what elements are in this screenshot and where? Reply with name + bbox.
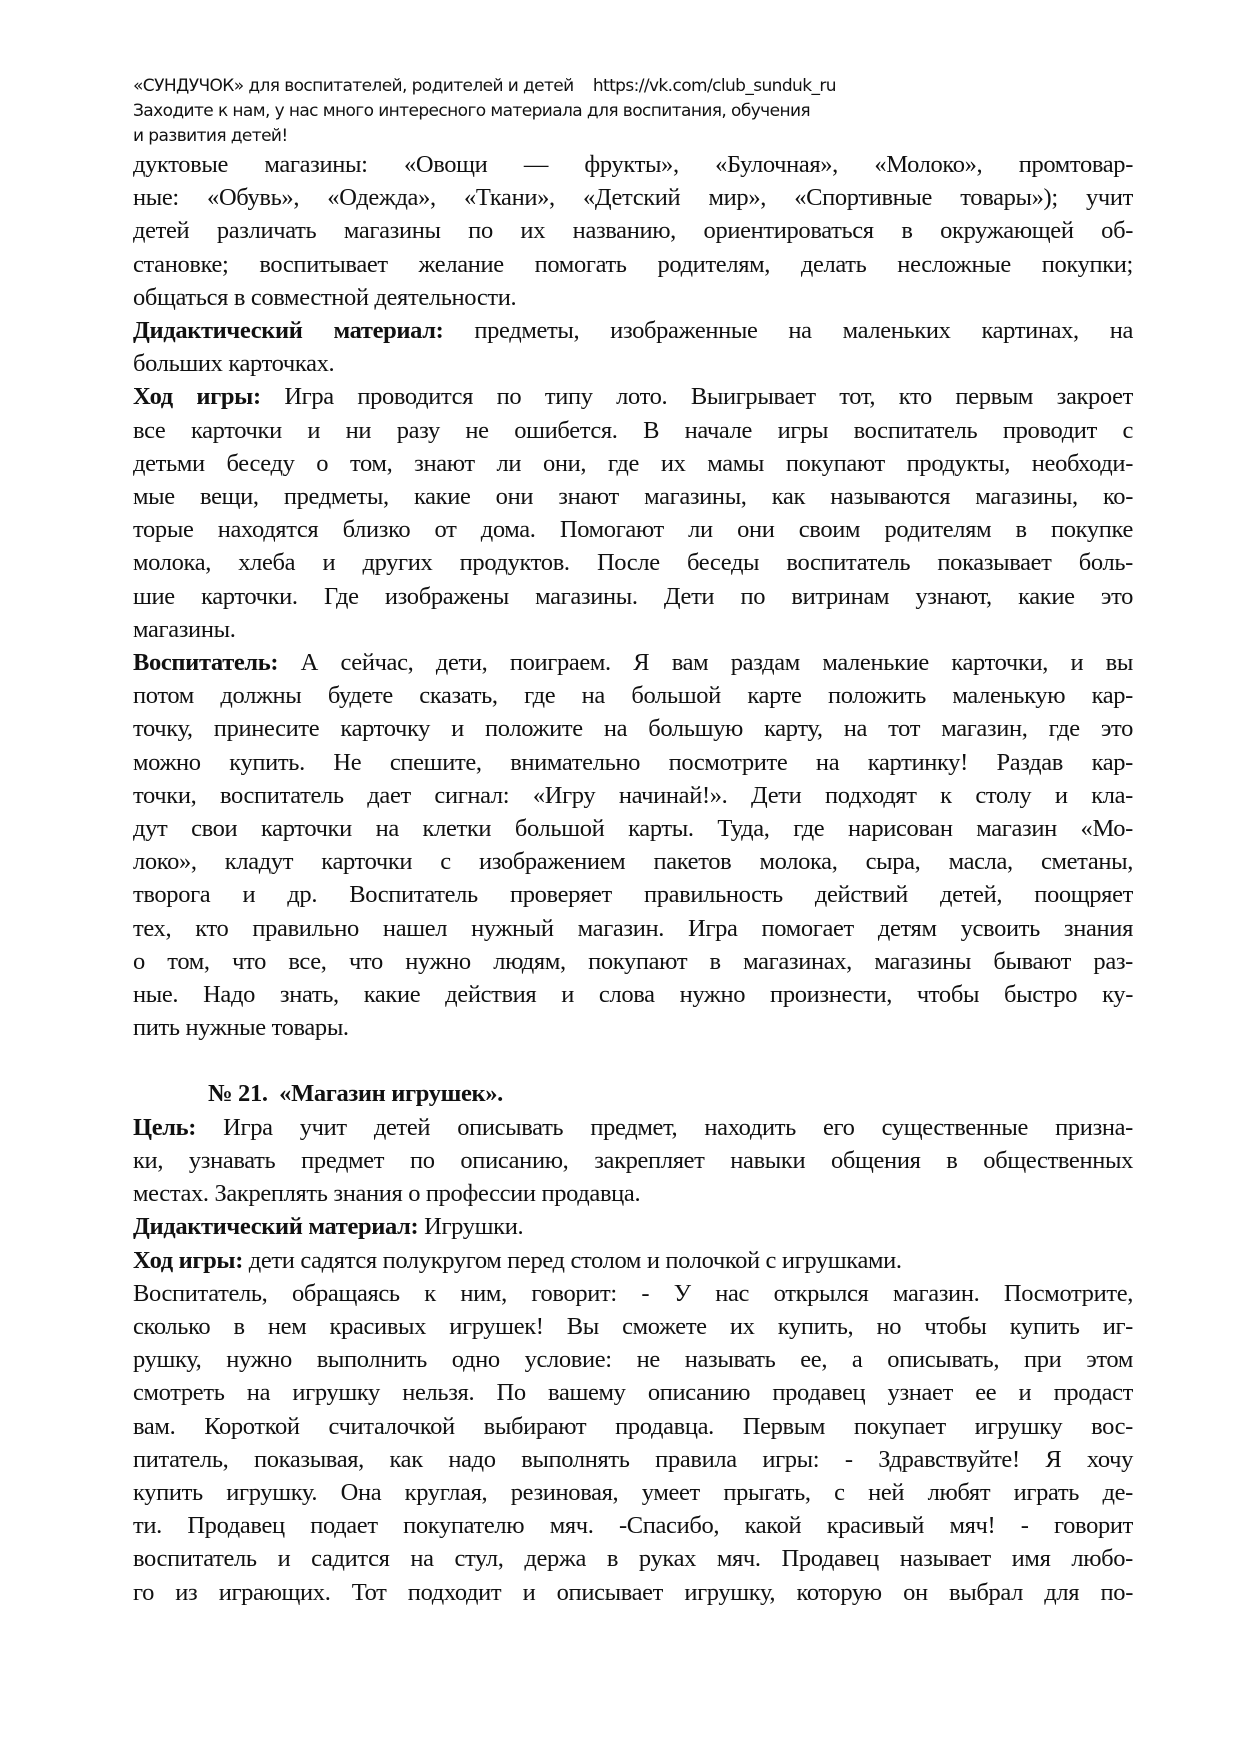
text-line: ки, узнавать предмет по описанию, закрепляет навыки общения в общественных — [133, 1146, 1133, 1174]
text-line: смотреть на игрушку нельзя. По вашему описанию продавец узнает ее и продаст — [133, 1379, 1133, 1407]
text-line: потом должны будете сказать, где на большой карте положить маленькую кар- — [133, 682, 1133, 710]
text-line: можно купить. Не спешите, внимательно посмотрите на картинку! Раздав кар- — [133, 748, 1133, 776]
text-line: детей различать магазины по их названию, ориентироваться в окружающей об- — [133, 217, 1133, 245]
material-label: Дидактический материал: — [133, 1213, 419, 1241]
text-line: шие карточки. Где изображены магазины. Дети по витринам узнают, какие это — [133, 582, 1133, 610]
course-paragraph-21 — [133, 1244, 1133, 1609]
document-body — [133, 148, 1133, 1609]
text-line: А сейчас, дети, поиграем. Я вам раздам маленькие карточки, и вы — [278, 649, 1133, 677]
text-line: больших карточках. — [133, 350, 335, 378]
course-label: Ход игры: — [133, 383, 261, 411]
text-line: точки, воспитатель дает сигнал: «Игру начинай!». Дети подходят к столу и кла- — [133, 781, 1133, 809]
text-line: становке; воспитывает желание помогать родителям, делать несложные покупки; — [133, 250, 1133, 278]
teacher-label: Воспитатель: — [133, 649, 279, 677]
text-line: ти. Продавец подает покупателю мяч. -Спасибо, какой красивый мяч! - говорит — [133, 1512, 1133, 1540]
material-label: Дидактический материал: — [133, 317, 444, 345]
text-line: магазины. — [133, 615, 236, 643]
text-line: Игра проводится по типу лото. Выигрывает тот, кто первым закроет — [260, 383, 1134, 411]
text-line: купить игрушку. Она круглая, резиновая, умеет прыгать, с ней любят играть де- — [133, 1478, 1133, 1506]
section-heading: № 21. «Магазин игрушек». — [208, 1080, 503, 1108]
section-spacer — [133, 1044, 1133, 1077]
text-line: торые находятся близко от дома. Помогают ли они своим родителям в покупке — [133, 516, 1133, 544]
text-line: питатель, показывая, как надо выполнять правила игры: - Здравствуйте! Я хочу — [133, 1445, 1133, 1473]
text-line: тех, кто правильно нашел нужный магазин. Игра помогает детям усвоить знания — [133, 914, 1133, 942]
text-line: Игра учит детей описывать предмет, находить его существенные призна- — [196, 1113, 1133, 1141]
text-line: рушку, нужно выполнить одно условие: не называть ее, а описывать, при этом — [133, 1346, 1133, 1374]
text-line: ные. Надо знать, какие действия и слова нужно произнести, чтобы быстро ку- — [133, 981, 1133, 1009]
goal-paragraph — [133, 1111, 1133, 1211]
text-line: творога и др. Воспитатель проверяет правильность действий детей, поощряет — [133, 881, 1133, 909]
goal-label: Цель: — [133, 1113, 197, 1141]
document-page — [133, 74, 1133, 1609]
text-line: общаться в совместной деятельности. — [133, 283, 517, 311]
header-line-1: «СУНДУЧОК» для воспитателей, родителей и детей https://vk.com/club_sunduk_ru — [133, 76, 836, 96]
text-line: Игрушки. — [418, 1213, 524, 1241]
text-line: предметы, изображенные на маленьких картинах, на — [443, 317, 1134, 345]
text-line: молока, хлеба и других продуктов. После беседы воспитатель показывает боль- — [133, 549, 1133, 577]
text-line: сколько в нем красивых игрушек! Вы сможете их купить, но чтобы купить иг- — [133, 1312, 1133, 1340]
text-line: вам. Короткой считалочкой выбирают продавца. Первым покупает игрушку вос- — [133, 1412, 1133, 1440]
header-line-2: Заходите к нам, у нас много интересного материала для воспитания, обучения — [133, 101, 811, 121]
course-label: Ход игры: — [133, 1246, 244, 1274]
text-line: мые вещи, предметы, какие они знают магазины, как называются магазины, ко- — [133, 483, 1133, 511]
text-line: ные: «Обувь», «Одежда», «Ткани», «Детский мир», «Спортивные товары»); учит — [133, 184, 1133, 212]
text-line: пить нужные товары. — [133, 1014, 349, 1042]
course-paragraph — [133, 380, 1133, 646]
text-line: о том, что все, что нужно людям, покупают в магазинах, магазины бывают раз- — [133, 947, 1133, 975]
material-paragraph-21 — [133, 1210, 1133, 1243]
teacher-paragraph — [133, 646, 1133, 1044]
text-line: дут свои карточки на клетки большой карты. Туда, где нарисован магазин «Мо- — [133, 815, 1133, 843]
goal-continuation — [133, 148, 1133, 314]
text-line: все карточки и ни разу не ошибется. В начале игры воспитатель проводит с — [133, 416, 1133, 444]
text-line: местах. Закреплять знания о профессии продавца. — [133, 1180, 641, 1208]
text-line: дуктовые магазины: «Овощи — фрукты», «Булочная», «Молоко», промтовар- — [133, 151, 1133, 178]
material-paragraph — [133, 314, 1133, 380]
text-line: точку, принесите карточку и положите на большую карту, на тот магазин, где это — [133, 715, 1133, 743]
text-line: детьми беседу о том, знают ли они, где их мамы покупают продукты, необходи- — [133, 449, 1133, 477]
text-line: локо», кладут карточки с изображением пакетов молока, сыра, масла, сметаны, — [133, 848, 1133, 876]
text-line: воспитатель и садится на стул, держа в руках мяч. Продавец называет имя любо- — [133, 1545, 1133, 1573]
text-line: Воспитатель, обращаясь к ним, говорит: - У нас открылся магазин. Посмотрите, — [133, 1279, 1133, 1307]
text-line: дети садятся полукругом перед столом и полочкой с игрушками. — [243, 1246, 902, 1274]
header-line-3: и развития детей! — [133, 126, 288, 146]
text-line: го из играющих. Тот подходит и описывает игрушку, которую он выбрал для по- — [133, 1578, 1133, 1606]
site-header — [133, 74, 1133, 149]
